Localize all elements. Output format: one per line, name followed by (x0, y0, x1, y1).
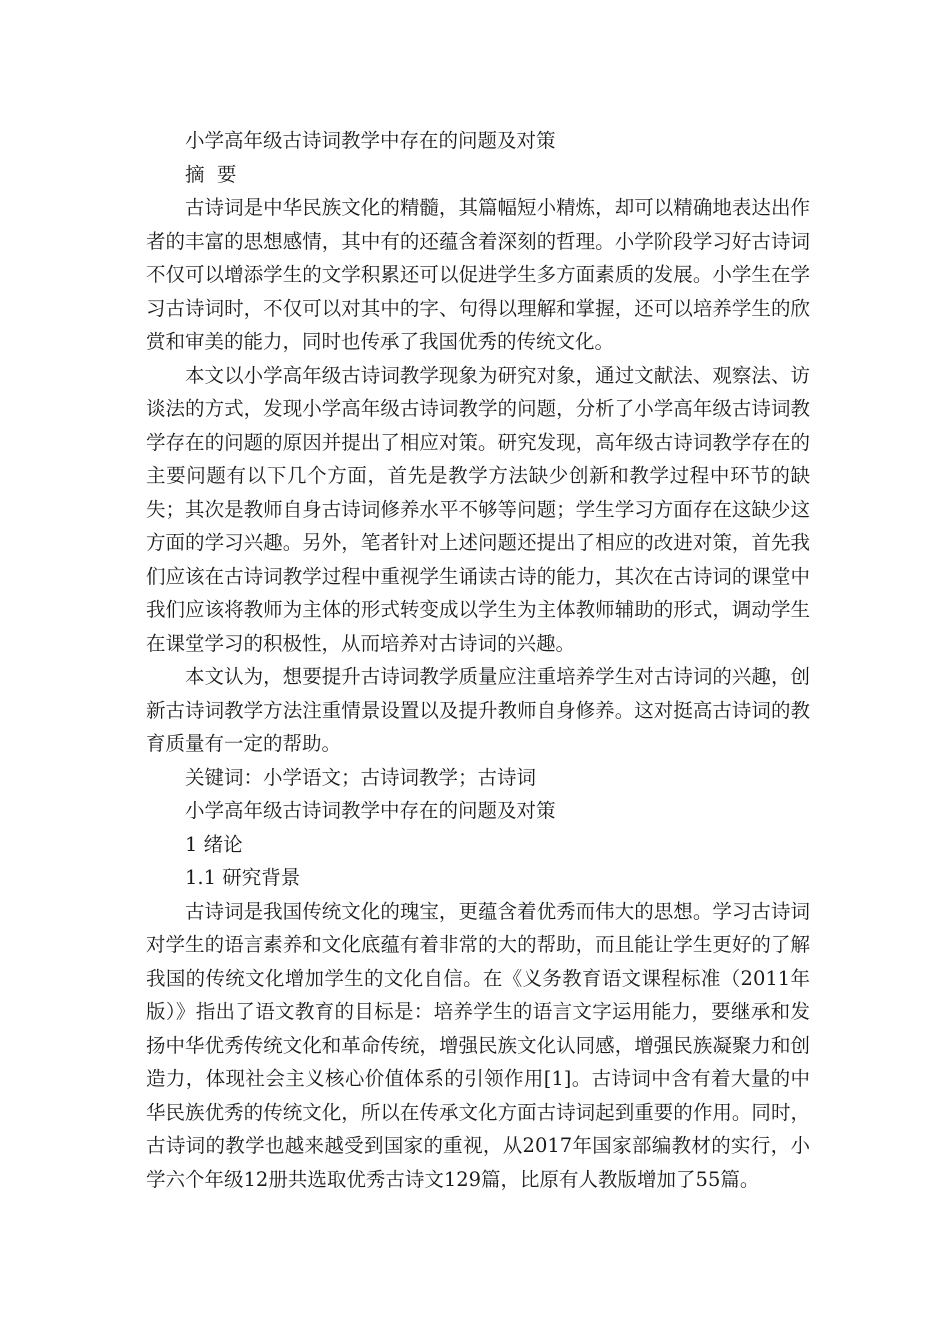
abstract-paragraph-1: 古诗词是中华民族文化的精髓，其篇幅短小精炼，却可以精确地表达出作者的丰富的思想感情，其中有的还蕴含着深刻的哲理。小学阶段学习好古诗词不仅可以增添学生的文学积累还可以促进学生多方面素质的发展。小学生在学习古诗词时，不仅可以对其中的字、句得以理解和掌握，还可以培养学生的欣赏和审美的能力，同时也传承了我国优秀的传统文化。 (146, 196, 810, 353)
paper-title: 小学高年级古诗词教学中存在的问题及对策 (185, 129, 556, 152)
body-paragraph-1: 古诗词是我国传统文化的瑰宝，更蕴含着优秀而伟大的思想。学习古诗词对学生的语言素养和文化底蕴有着非常的大的帮助，而且能让学生更好的了解我国的传统文化增加学生的文化自信。在《义务教育语文课程标准（2011年版）》指出了语文教育的目标是：培养学生的语言文字运用能力，要继承和发扬中华优秀传统文化和革命传统，增强民族文化认同感，增强民族凝聚力和创造力，体现社会主义核心价值体系的引领作用[1]。古诗词中含有着大量的中华民族优秀的传统文化，所以在传承文化方面古诗词起到重要的作用。同时，古诗词的教学也越来越受到国家的重视，从2017年国家部编教材的实行，小学六个年级12册共选取优秀古诗文129篇，比原有人教版增加了55篇。 (146, 899, 810, 1191)
abstract-heading: 摘 要 (185, 162, 237, 186)
section-heading: 1.1 研究背景 (185, 866, 301, 889)
abstract-paragraph-2: 本文以小学高年级古诗词教学现象为研究对象，通过文献法、观察法、访谈法的方式，发现小学高年级古诗词教学的问题，分析了小学高年级古诗词教学存在的问题的原因并提出了相应对策。研究发现，高年级古诗词教学存在的主要问题有以下几个方面，首先是教学方法缺少创新和教学过程中环节的缺失；其次是教师自身古诗词修养水平不够等问题；学生学习方面存在这缺少这方面的学习兴趣。另外，笔者针对上述问题还提出了相应的改进对策，首先我们应该在古诗词教学过程中重视学生诵读古诗的能力，其次在古诗词的课堂中我们应该将教师为主体的形式转变成以学生为主体教师辅助的形式，调动学生在课堂学习的积极性，从而培养对古诗词的兴趣。 (146, 363, 810, 655)
paper-title-repeat: 小学高年级古诗词教学中存在的问题及对策 (185, 799, 556, 822)
abstract-paragraph-3: 本文认为，想要提升古诗词教学质量应注重培养学生对古诗词的兴趣，创新古诗词教学方法注重情景设置以及提升教师自身修养。这对挺高古诗词的教育质量有一定的帮助。 (146, 665, 810, 755)
document-page (146, 124, 810, 1196)
chapter-heading: 1 绪论 (185, 832, 243, 856)
keywords: 关键词：小学语文；古诗词教学；古诗词 (185, 765, 537, 789)
